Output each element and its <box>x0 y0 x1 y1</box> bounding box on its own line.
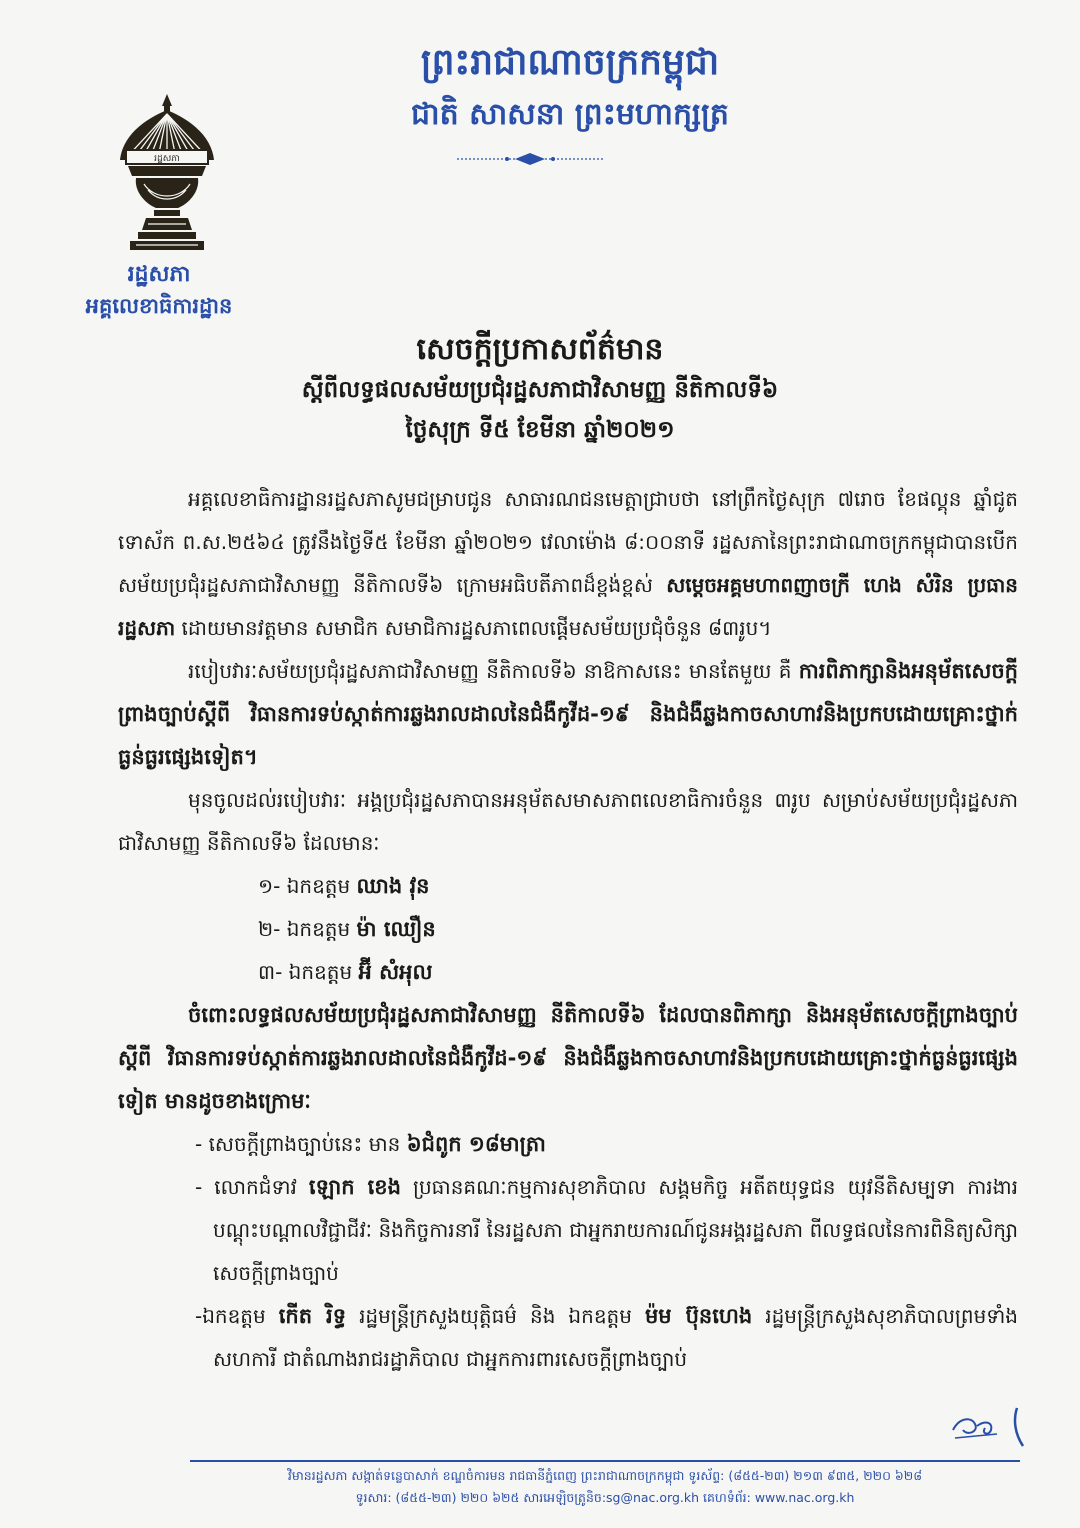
bullet-item <box>118 1123 1018 1166</box>
member-name: ឈាង វុន <box>356 874 430 898</box>
footer-address: វិមានរដ្ឋសភា សង្កាត់ទន្លេបាសាក់ ខណ្ឌចំការមន រាជធានីភ្នំពេញ ព្រះរាជាណាចក្រកម្ពុជា ទូរស័ព្ទ: (៨៥៥-២៣) ២១៣ ៩៣៥, ២២០ ៦២៨ <box>287 1468 923 1483</box>
minister-name: កើត រិទ្ធ <box>278 1304 347 1328</box>
list-item <box>118 865 1018 908</box>
office-line-1: រដ្ឋសភា <box>127 261 191 287</box>
national-motto: ជាតិ សាសនា ព្រះមហាក្សត្រ <box>411 97 729 132</box>
initials-signature-icon <box>945 1400 1035 1450</box>
bullet-text: រដ្ឋមន្ត្រីក្រសួងសុខាភិបាលព្រមទាំងសហការី ជាតំណាងរាជរដ្ឋាភិបាល ជាអ្នកការពារសេចក្តីព្រាងច្បាប់ <box>213 1304 1018 1371</box>
paragraph-2 <box>118 650 1018 779</box>
paragraph-2-text: របៀបវារៈសម័យប្រជុំរដ្ឋសភាជាវិសាមញ្ញ នីតិកាលទី៦ នាឱកាសនេះ មានតែមួយ គឺ <box>188 659 799 683</box>
president-name: សម្តេចអគ្គមហាពញាចក្រី ហេង សំរិន ប្រធានរដ្ឋសភា <box>118 573 1018 640</box>
list-item <box>118 951 1018 994</box>
paragraph-1-text: អគ្គលេខាធិការដ្ឋានរដ្ឋសភាសូមជម្រាបជូន សាធារណជនមេត្តាជ្រាបថា នៅព្រឹកថ្ងៃសុក្រ ៧រោច ខែផល្គុន ឆ្នាំជូត ទោស័ក ព.ស.២៥៦៤ ត្រូវនឹងថ្ងៃទី៥ ខែមីនា ឆ្នាំ២០២១ វេលាម៉ោង ៨:០០នាទី រដ្ឋសភានៃព្រះរាជាណាចក្រកម្ពុជាបានបើកសម័យប្រជុំរដ្ឋសភាជាវិសាមញ្ញ នីតិកាលទី៦ ក្រោមអធិបតីភាពដ៏ខ្ពង់ខ្ពស់ <box>118 487 1018 597</box>
member-name: ម៉ា ឈឿន <box>356 917 436 941</box>
footer-contact: ទូរសារ: (៨៥៥-២៣) ២២០ ៦២៥ សារអេឡិចត្រូនិច:sg@nac.org.kh គេហទំព័រ: www.nac.org.kh <box>355 1490 855 1505</box>
office-line-2: អគ្គលេខាធិការដ្ឋាន <box>85 293 233 318</box>
list-item <box>118 908 1018 951</box>
paragraph-3: មុនចូលដល់របៀបវារៈ អង្គប្រជុំរដ្ឋសភាបានអនុម័តសមាសភាពលេខាធិការចំនួន ៣រូប សម្រាប់សម័យប្រជុំរដ្ឋសភាជាវិសាមញ្ញ នីតិកាលទី៦ ដែលមានៈ <box>118 788 1018 855</box>
issuing-office <box>40 258 278 322</box>
bullet-emphasis: ៦ជំពូក ១៨មាត្រា <box>406 1132 546 1156</box>
bullet-text: រដ្ឋមន្ត្រីក្រសួងយុត្តិធម៌ និង ឯកឧត្តម <box>346 1304 645 1328</box>
bullet-item <box>118 1166 1018 1295</box>
bullet-text: -ឯកឧត្តម <box>195 1304 279 1328</box>
results-heading: ចំពោះលទ្ធផលសម័យប្រជុំរដ្ឋសភាជាវិសាមញ្ញ នីតិកាលទី៦ ដែលបានពិភាក្សា និងអនុម័តសេចក្តីព្រាងច្បាប់ស្តីពី វិធានការទប់ស្កាត់ការឆ្លងរាលដាលនៃជំងឺកូវីដ-១៩ និងជំងឺឆ្លងកាចសាហាវនិងប្រកបដោយគ្រោះថ្នាក់ធ្ងន់ធ្ងរផ្សេងទៀត មានដូចខាងក្រោមៈ <box>118 1003 1018 1113</box>
title-date: ថ្ងៃសុក្រ ទី៥ ខែមីនា ឆ្នាំ២០២១ <box>405 416 675 443</box>
bullet-item <box>118 1295 1018 1381</box>
paragraph-1 <box>118 478 1018 650</box>
title-line-2: ស្តីពីលទ្ធផលសម័យប្រជុំរដ្ឋសភាជាវិសាមញ្ញ នីតិកាលទី៦ <box>301 376 779 403</box>
footer <box>190 1465 1020 1509</box>
bullet-text: ប្រធានគណៈកម្មការសុខាភិបាល សង្គមកិច្ច អតីតយុទ្ធជន យុវនីតិសម្បទា ការងារ បណ្តុះបណ្តាលវិជ្ជាជីវៈ និងកិច្ចការនារី នៃរដ្ឋសភា ជាអ្នករាយការណ៍ជូនអង្គរដ្ឋសភា ពីលទ្ធផលនៃការពិនិត្យសិក្សា សេចក្តីព្រាងច្បាប់ <box>213 1175 1018 1285</box>
rapporteur-name: ឡោក ខេង <box>308 1175 401 1199</box>
member-prefix: ៣- ឯកឧត្តម <box>258 960 359 984</box>
minister-name: ម៉ម ប៊ុនហេង <box>644 1304 753 1328</box>
kingdom-header <box>0 38 1080 138</box>
document-title <box>0 330 1080 450</box>
agenda-item: ការពិភាក្សានិងអនុម័តសេចក្តីព្រាងច្បាប់ស្តីពី វិធានការទប់ស្កាត់ការឆ្លងរាលដាលនៃជំងឺកូវីដ-១៩ និងជំងឺឆ្លងកាចសាហាវនិងប្រកបដោយគ្រោះថ្នាក់ធ្ងន់ធ្ងរផ្សេងទៀត។ <box>118 659 1018 769</box>
ornament-divider-icon <box>455 152 605 166</box>
emblem-lettering: រដ្ឋសភា <box>154 154 180 164</box>
title-line-1: សេចក្តីប្រកាសព័ត៌មាន <box>416 332 664 367</box>
bullet-text: - លោកជំទាវ <box>195 1175 309 1199</box>
paragraph-1-text-end: ដោយមានវត្តមាន សមាជិក សមាជិការដ្ឋសភាពេលផ្តើមសម័យប្រជុំចំនួន ៨៣រូប។ <box>175 616 772 640</box>
member-name: អ៊ី សំអុល <box>358 960 433 984</box>
footer-divider <box>190 1460 1020 1462</box>
kingdom-title: ព្រះរាជាណាចក្រកម្ពុជា <box>420 41 720 83</box>
member-prefix: ២- ឯកឧត្តម <box>258 917 357 941</box>
member-prefix: ១- ឯកឧត្តម <box>258 874 357 898</box>
bullet-text: - សេចក្តីព្រាងច្បាប់នេះ មាន <box>195 1132 407 1156</box>
document-body <box>118 478 1018 1381</box>
